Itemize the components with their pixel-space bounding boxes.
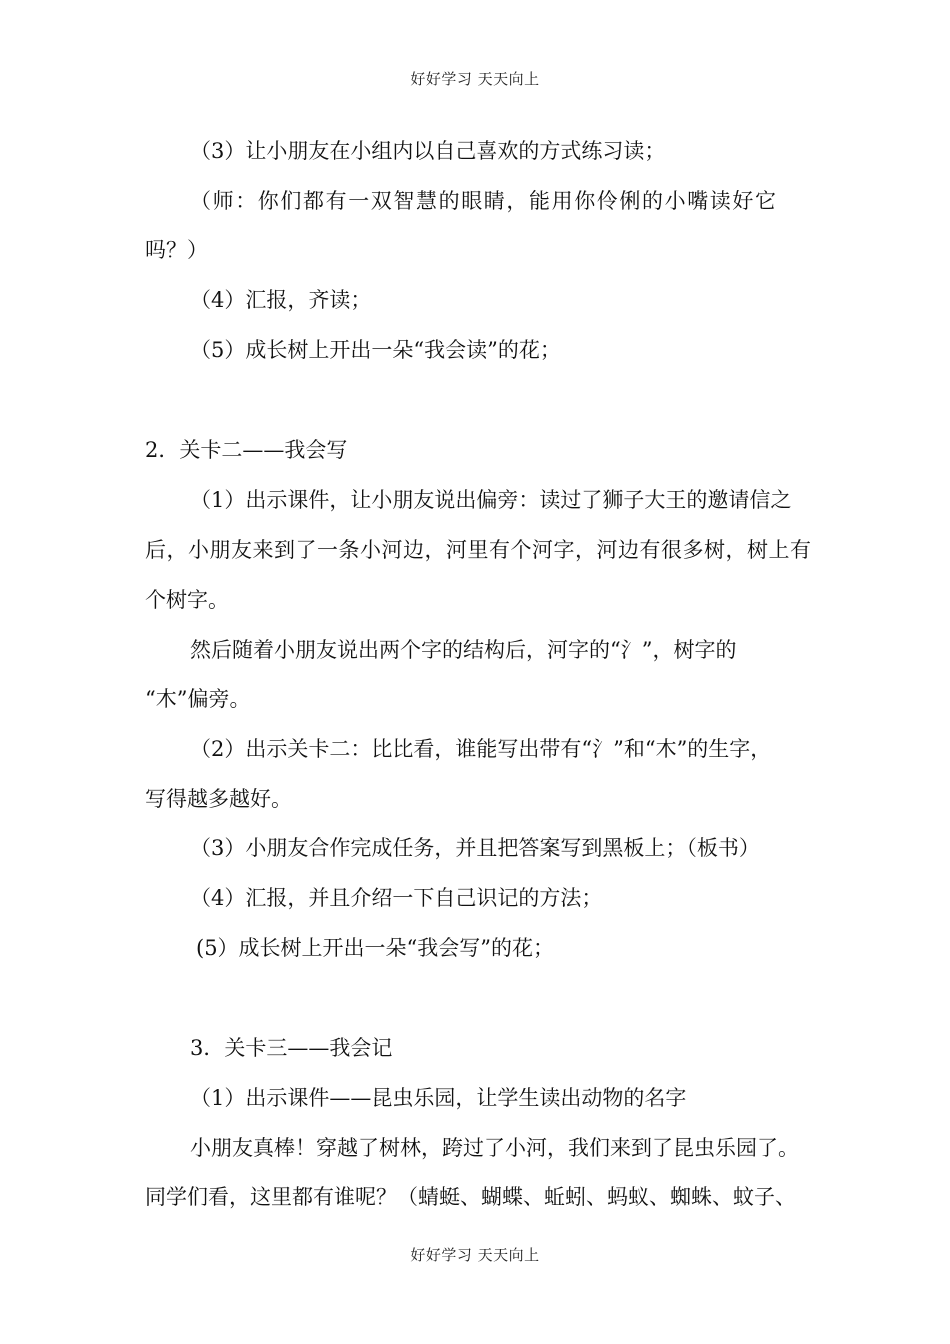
paragraph-line: （2）出示关卡二：比比看，谁能写出带有“氵”和“木”的生字，: [190, 737, 772, 761]
page-header: 好好学习 天天向上: [410, 70, 540, 88]
paragraph-line: 然后随着小朋友说出两个字的结构后，河字的“氵”，树字的: [190, 638, 737, 662]
page-footer: 好好学习 天天向上: [410, 1246, 540, 1264]
paragraph-line: 写得越多越好。: [145, 787, 292, 811]
paragraph-line: （4）汇报，并且介绍一下自己识记的方法；: [190, 886, 603, 910]
paragraph-line: （3）小朋友合作完成任务，并且把答案写到黑板上；（板书）: [190, 836, 760, 860]
section-heading: 3．关卡三——我会记: [190, 1036, 393, 1060]
paragraph-line: （1）出示课件——昆虫乐园，让学生读出动物的名字: [190, 1086, 687, 1110]
paragraph-line: （5）成长树上开出一朵“我会读”的花；: [190, 338, 561, 362]
paragraph-line: (5）成长树上开出一朵“我会写”的花；: [196, 936, 555, 960]
paragraph-line: “木”偏旁。: [145, 687, 251, 711]
paragraph-line: （3）让小朋友在小组内以自己喜欢的方式练习读；: [190, 139, 666, 163]
paragraph-line: 个树字。: [145, 588, 229, 612]
paragraph-line: （师：你们都有一双智慧的眼睛，能用你伶俐的小嘴读好它: [190, 189, 778, 213]
paragraph-line: 小朋友真棒！穿越了树林，跨过了小河，我们来到了昆虫乐园了。: [190, 1136, 799, 1160]
section-heading: 2．关卡二——我会写: [145, 438, 348, 462]
paragraph-line: 吗？）: [145, 238, 208, 262]
paragraph-line: （1）出示课件，让小朋友说出偏旁：读过了狮子大王的邀请信之: [190, 488, 792, 512]
paragraph-line: （4）汇报，齐读；: [190, 288, 372, 312]
paragraph-line: 后，小朋友来到了一条小河边，河里有个河字，河边有很多树，树上有: [145, 538, 812, 562]
paragraph-line: 同学们看，这里都有谁呢？（蜻蜓、蝴蝶、蚯蚓、蚂蚁、蜘蛛、蚊子、: [145, 1185, 796, 1209]
